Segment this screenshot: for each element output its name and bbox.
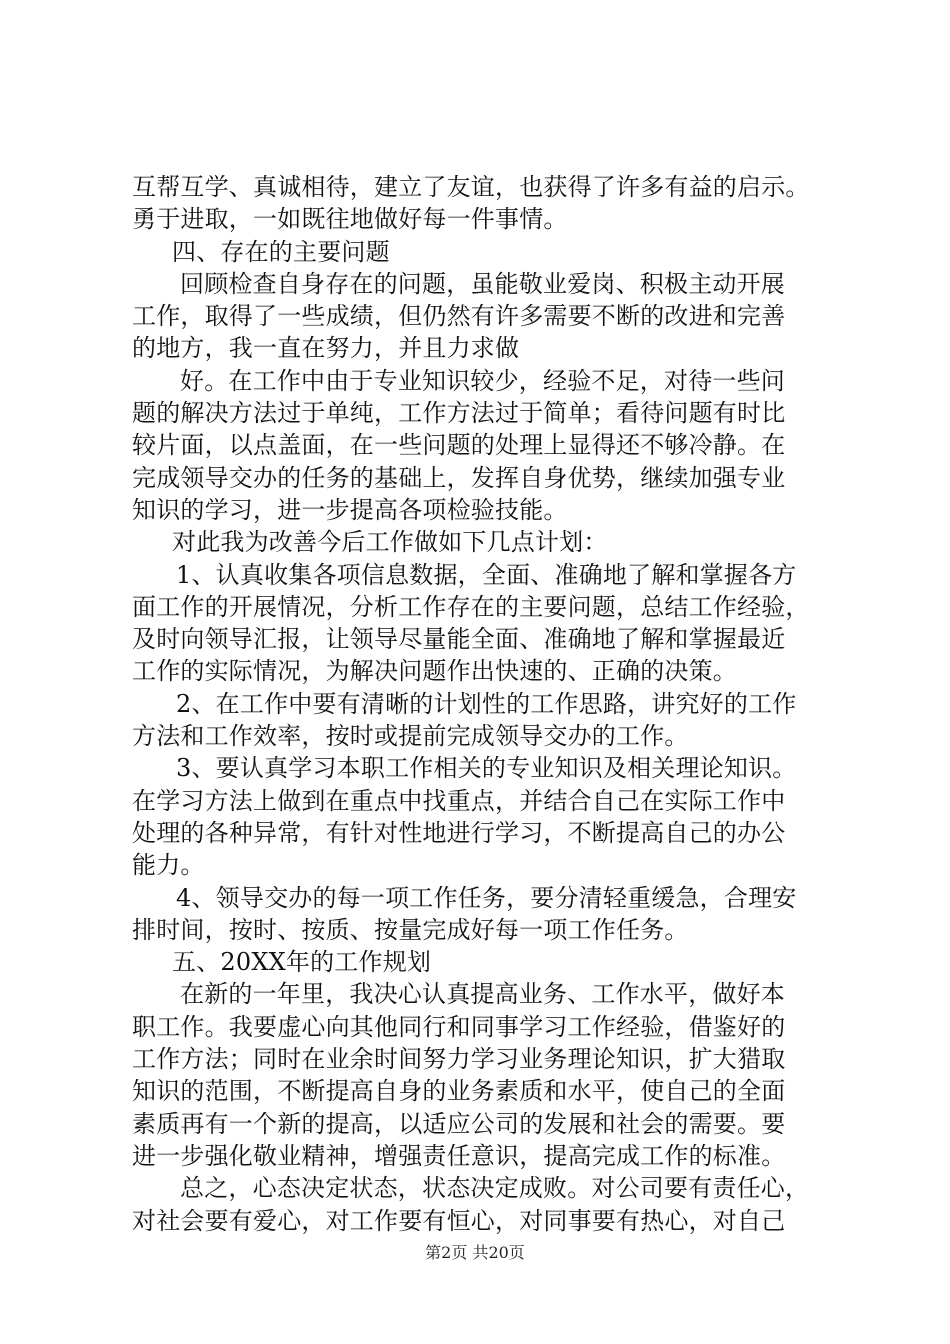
text-line: 勇于进取，一如既往地做好每一件事情。	[132, 205, 568, 234]
text-line: 处理的各种异常，有针对性地进行学习，不断提高自己的办公	[132, 818, 786, 847]
section-heading: 四、存在的主要问题	[172, 237, 390, 266]
section-heading: 五、20XX年的工作规划	[172, 948, 432, 977]
text-line: 能力。	[132, 851, 205, 880]
text-line: 总之，心态决定状态，状态决定成败。对公司要有责任心，	[180, 1174, 810, 1203]
text-line: 面工作的开展情况，分析工作存在的主要问题，总结工作经验，	[132, 592, 810, 621]
text-line: 方法和工作效率，按时或提前完成领导交办的工作。	[132, 722, 689, 751]
list-item: 2、在工作中要有清晰的计划性的工作思路，讲究好的工作	[176, 689, 797, 718]
list-item: 4、领导交办的每一项工作任务，要分清轻重缓急，合理安	[176, 883, 797, 912]
text-line: 及时向领导汇报，让领导尽量能全面、准确地了解和掌握最近	[132, 625, 786, 654]
text-line: 较片面，以点盖面，在一些问题的处理上显得还不够冷静。在	[132, 431, 786, 460]
text-line: 知识的范围，不断提高自身的业务素质和水平，使自己的全面	[132, 1077, 786, 1106]
text-line: 完成领导交办的任务的基础上，发挥自身优势，继续加强专业	[132, 463, 786, 492]
text-line: 知识的学习，进一步提高各项检验技能。	[132, 495, 568, 524]
text-line: 好。在工作中由于专业知识较少，经验不足，对待一些问	[180, 366, 785, 395]
text-line: 对此我为改善今后工作做如下几点计划：	[172, 528, 608, 557]
text-line: 工作的实际情况，为解决问题作出快速的、正确的决策。	[132, 657, 737, 686]
text-line: 在新的一年里，我决心认真提高业务、工作水平，做好本	[180, 980, 785, 1009]
text-line: 对社会要有爱心，对工作要有恒心，对同事要有热心，对自己	[132, 1206, 786, 1235]
list-item: 1、认真收集各项信息数据，全面、准确地了解和掌握各方	[176, 560, 797, 589]
text-line: 进一步强化敬业精神，增强责任意识，提高完成工作的标准。	[132, 1141, 786, 1170]
text-line: 职工作。我要虚心向其他同行和同事学习工作经验，借鉴好的	[132, 1012, 786, 1041]
page-number-footer: 第2页 共20页	[425, 1243, 525, 1262]
text-line: 题的解决方法过于单纯，工作方法过于简单；看待问题有时比	[132, 399, 786, 428]
text-line: 素质再有一个新的提高，以适应公司的发展和社会的需要。要	[132, 1109, 786, 1138]
document-body	[132, 171, 872, 1237]
text-line: 在学习方法上做到在重点中找重点，并结合自己在实际工作中	[132, 786, 786, 815]
text-line: 排时间，按时、按质、按量完成好每一项工作任务。	[132, 915, 689, 944]
text-line: 的地方，我一直在努力，并且力求做	[132, 334, 520, 363]
list-item: 3、要认真学习本职工作相关的专业知识及相关理论知识。	[176, 754, 797, 783]
text-line: 互帮互学、真诚相待，建立了友谊，也获得了许多有益的启示。	[132, 173, 810, 201]
text-line: 工作方法；同时在业余时间努力学习业务理论知识，扩大猎取	[132, 1045, 786, 1074]
text-line: 回顾检查自身存在的问题，虽能敬业爱岗、积极主动开展	[180, 269, 785, 298]
text-line: 工作，取得了一些成绩，但仍然有许多需要不断的改进和完善	[132, 302, 786, 331]
